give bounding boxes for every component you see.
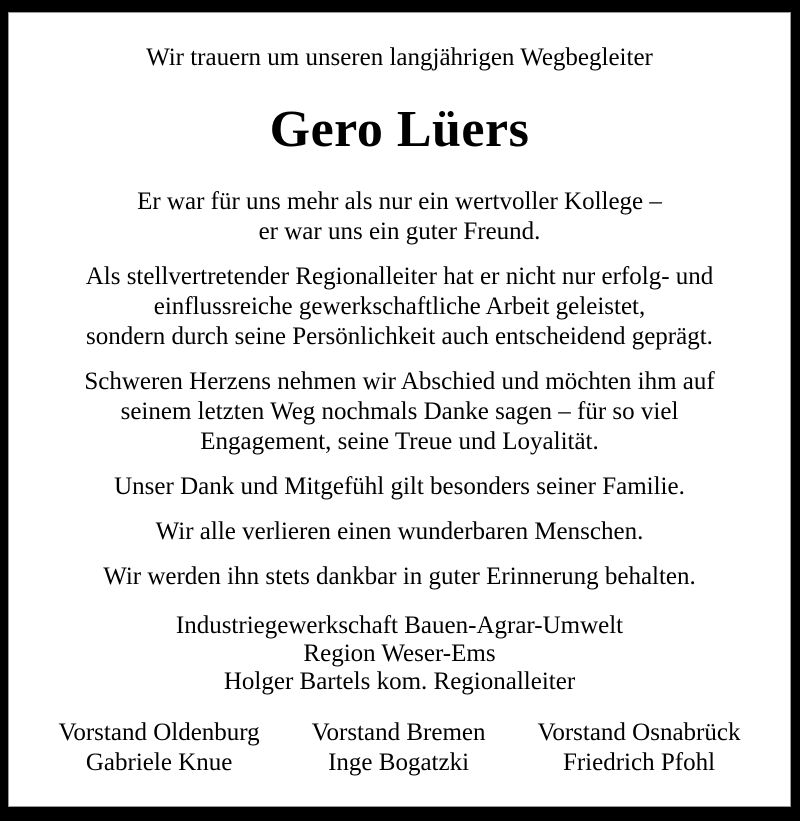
- organization-name: Industriegewerkschaft Bauen-Agrar-Umwelt: [175, 612, 624, 639]
- board-title: Vorstand Bremen: [311, 719, 486, 746]
- paragraph-erinnerung: [9, 562, 790, 592]
- paragraph-line: Als stellvertretender Regionalleiter hat er nicht nur erfolg- und: [85, 263, 714, 290]
- deceased-name: Gero Lüers: [269, 101, 530, 158]
- board-title: Vorstand Osnabrück: [537, 719, 741, 746]
- board-bremen: [312, 718, 486, 778]
- board-signatures: [9, 718, 790, 778]
- paragraph-wunderbarer-mensch: [9, 517, 790, 547]
- paragraph-line: er war uns ein guter Freund.: [258, 218, 541, 245]
- paragraph-regionalleiter: [9, 262, 790, 352]
- paragraph-line: Wir alle verlieren einen wunderbaren Menschen.: [155, 518, 644, 545]
- paragraph-dank-familie: [9, 472, 790, 502]
- board-member-name: Inge Bogatzki: [328, 749, 470, 776]
- board-title: Vorstand Oldenburg: [58, 719, 260, 746]
- organization-region: Region Weser-Ems: [303, 640, 496, 667]
- paragraph-kollege: [9, 187, 790, 247]
- obituary-page: [8, 12, 791, 807]
- paragraph-line: sondern durch seine Persönlichkeit auch entscheidend geprägt.: [86, 323, 713, 350]
- paragraph-line: Wir werden ihn stets dankbar in guter Erinnerung behalten.: [103, 563, 696, 590]
- board-member-name: Friedrich Pfohl: [562, 749, 716, 776]
- paragraph-line: einflussreiche gewerkschaftliche Arbeit geleistet,: [153, 293, 646, 320]
- board-member-name: Gabriele Knue: [85, 749, 233, 776]
- paragraph-line: Engagement, seine Treue und Loyalität.: [200, 428, 599, 455]
- paragraph-line: Schweren Herzens nehmen wir Abschied und möchten ihm auf: [84, 368, 715, 395]
- paragraph-abschied: [9, 367, 790, 457]
- board-oldenburg: [59, 718, 260, 778]
- organization-representative: Holger Bartels kom. Regionalleiter: [223, 668, 576, 695]
- paragraph-line: Unser Dank und Mitgefühl gilt besonders seiner Familie.: [114, 473, 685, 500]
- mourning-intro-line: Wir trauern um unseren langjährigen Wegbegleiter: [146, 44, 653, 71]
- paragraph-line: Er war für uns mehr als nur ein wertvoller Kollege –: [137, 188, 662, 215]
- paragraph-line: seinem letzten Weg nochmals Danke sagen – für so viel: [120, 398, 679, 425]
- board-osnabrueck: [538, 718, 741, 778]
- signature-block: [9, 612, 790, 696]
